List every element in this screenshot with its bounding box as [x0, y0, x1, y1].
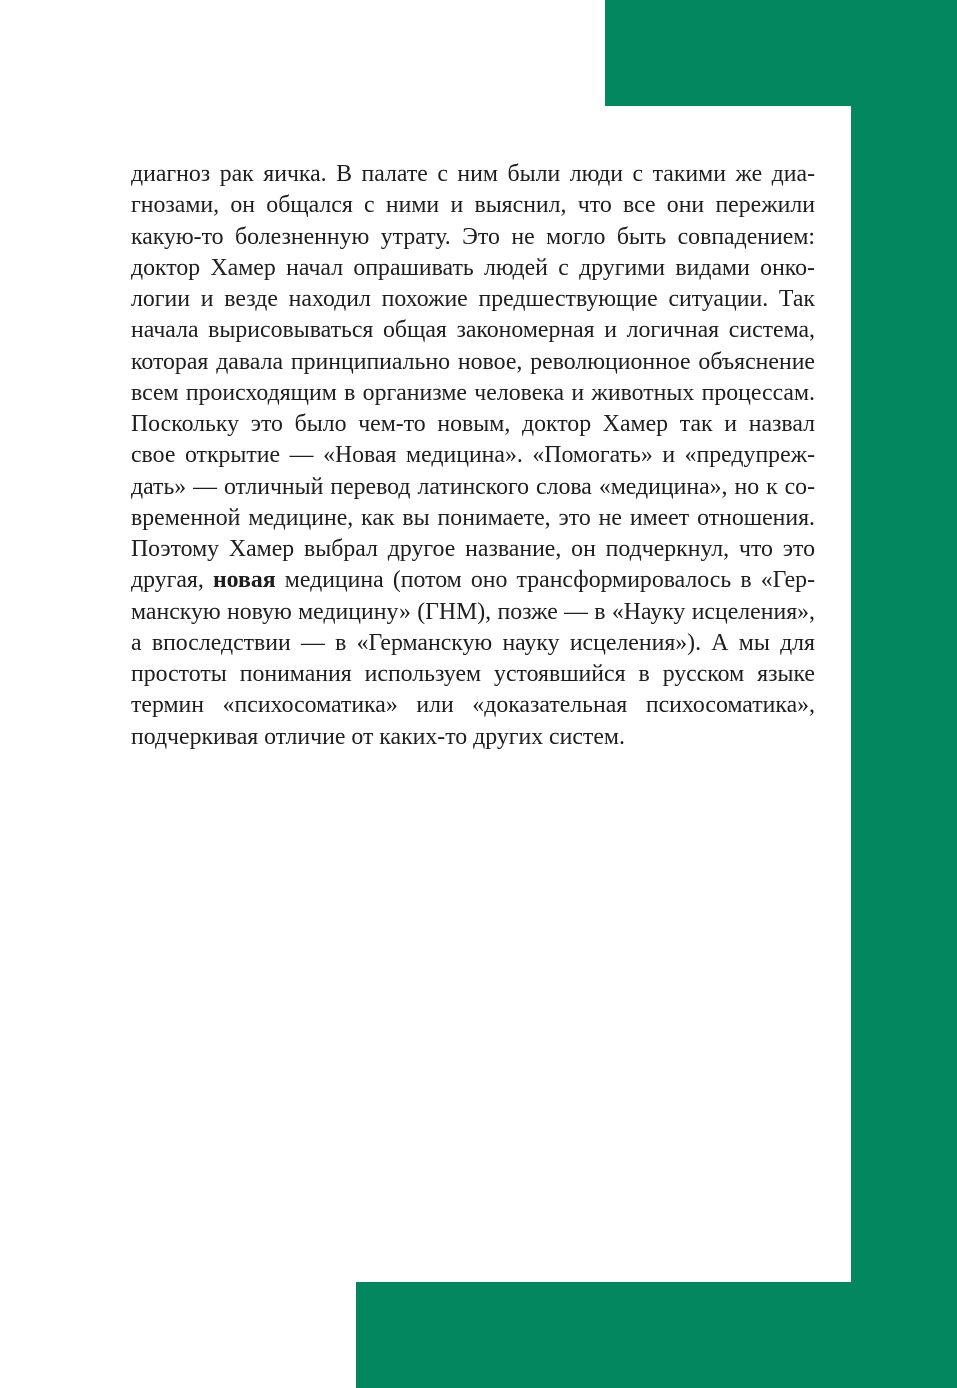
text-line: доктор Хамер начал опрашивать людей с другими видами онко-	[131, 254, 815, 281]
text-line	[131, 565, 815, 596]
text-line: какую-то болезненную утрату. Это не могло быть совпадением:	[131, 223, 815, 250]
text-fragment: другая,	[131, 567, 213, 594]
body-text	[131, 159, 815, 753]
text-line: Поэтому Хамер выбрал другое название, он подчеркнул, что это	[131, 536, 815, 562]
text-line: простоты понимания используем устоявшийся в русском языке	[131, 661, 815, 687]
text-line: манскую новую медицину» (ГНМ), позже — в «Науку исцеления»,	[131, 598, 815, 625]
text-line: гнозами, он общался с ними и выяснил, что все они пережили	[131, 192, 815, 219]
text-line: временной медицине, как вы понимаете, это не имеет отношения.	[131, 504, 815, 531]
green-corner-bottom	[356, 1282, 957, 1388]
text-fragment: медицина (потом оно трансформировалось в «Гер-	[275, 567, 815, 594]
text-line: дать» — отличный перевод латинского слова «медицина», но к со-	[131, 473, 815, 500]
text-line: которая давала принципиально новое, революционное объяснение	[131, 348, 815, 375]
text-line: логии и везде находил похожие предшествующие ситуации. Так	[131, 286, 815, 312]
text-line: термин «психосоматика» или «доказательная психосоматика»,	[131, 692, 815, 719]
bold-word: новая	[212, 567, 276, 594]
green-bar-right	[851, 0, 957, 1388]
text-line: Поскольку это было чем-то новым, доктор Хамер так и назвал	[131, 411, 815, 437]
text-line: диагноз рак яичка. В палате с ним были люди с такими же диа-	[131, 161, 815, 187]
text-line: свое открытие — «Новая медицина». «Помогать» и «предупреж-	[131, 442, 815, 469]
text-line: всем происходящим в организме человека и животных процессам.	[131, 379, 815, 406]
text-line: начала вырисовываться общая закономерная и логичная система,	[131, 317, 815, 344]
text-line: а впоследствии — в «Германскую науку исцеления»). А мы для	[131, 629, 815, 656]
text-line: подчеркивая отличие от каких-то других систем.	[131, 723, 625, 750]
